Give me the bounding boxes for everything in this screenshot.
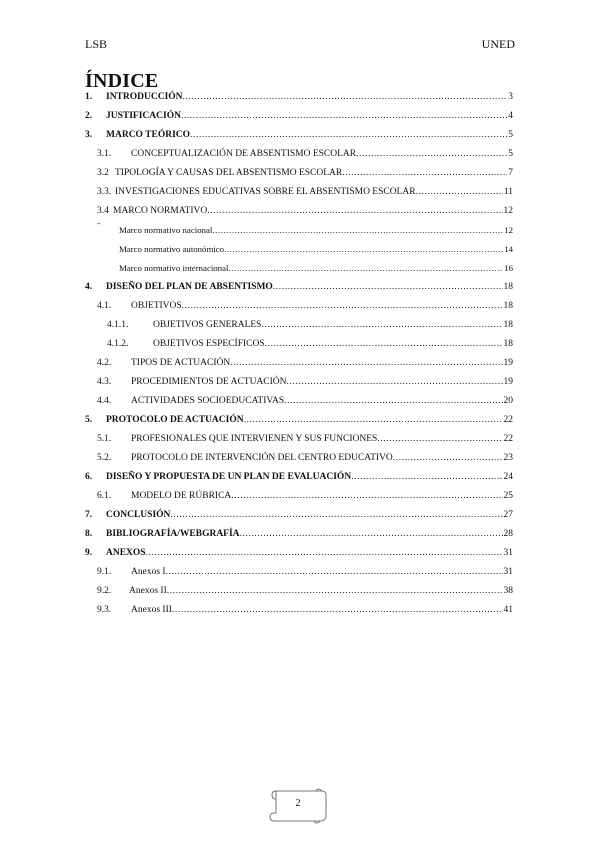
toc-leader-dots [167,586,503,596]
toc-entry[interactable] [85,472,513,486]
toc-leader-dots [273,282,503,292]
toc-entry-page: 31 [503,548,513,558]
toc-entry-label: MODELO DE RÚBRICA [131,491,232,501]
toc-entry-number: 9.3. [97,605,112,615]
toc-entry-label: PROTOCOLO DE ACTUACIÓN [106,415,244,425]
page-number-scroll [266,785,330,827]
toc-entry-label: MARCO TEÓRICO [106,130,191,140]
toc-entry-label: Anexos I [131,567,166,577]
toc-entry[interactable] [85,491,513,505]
toc-leader-dots [230,358,502,368]
toc-entry-label: DISEÑO Y PROPUESTA DE UN PLAN DE EVALUACIÓN [106,472,352,482]
toc-entry-number: 3.1. [97,149,112,159]
toc-entry-label: INVESTIGACIONES EDUCATIVAS SOBRE EL ABSENTISMO ESCOLAR [115,187,416,197]
toc-entry-label: DISEÑO DEL PLAN DE ABSENTISMO [106,282,273,292]
toc-entry-number: 9.1. [97,567,112,577]
toc-entry[interactable] [85,548,513,562]
toc-leader-dots [170,510,502,520]
toc-entry[interactable] [85,434,513,448]
toc-entry-page: 28 [503,529,513,539]
toc-entry-number: 3.2 [97,168,109,178]
toc-entry-number: 4.1.2. [107,339,129,349]
toc-leader-dots [416,187,503,197]
toc-entry[interactable] [85,415,513,429]
toc-entry-label: Anexos II [129,586,167,596]
toc-entry-label: OBJETIVOS [131,301,182,311]
toc-leader-dots [393,453,503,463]
toc-leader-dots [284,396,502,406]
toc-entry-page: 19 [503,377,513,387]
toc-entry-page: 18 [503,320,513,330]
toc-entry[interactable] [85,168,513,182]
page-number: 2 [295,798,301,809]
toc-entry-page: 11 [503,187,513,197]
toc-leader-dots [228,263,503,273]
toc-entry-number: 4.2. [97,358,112,368]
toc-entry[interactable] [85,206,513,220]
toc-entry[interactable] [85,605,513,619]
toc-entry-number: 4. [85,282,93,292]
toc-leader-dots [183,92,508,102]
toc-entry-page: 20 [503,396,513,406]
toc-entry-label: PROTOCOLO DE INTERVENCIÓN DEL CENTRO EDUCATIVO [131,453,393,463]
toc-entry[interactable] [85,130,513,144]
toc-leader-dots [377,434,502,444]
toc-entry-page: 5 [508,149,513,159]
toc-entry-label: Marco normativo autonómico [119,244,225,254]
toc-leader-dots [244,415,503,425]
toc-entry-label: Anexos III [131,605,172,615]
toc-leader-dots [261,320,502,330]
toc-entry-page: 5 [508,130,513,140]
toc-entry-page: 25 [503,491,513,501]
toc-entry-number: 4.3. [97,377,112,387]
toc-entry[interactable] [85,396,513,410]
toc-entry-label: ANEXOS [106,548,146,558]
toc-leader-dots [190,130,507,140]
toc-entry-number: 3.4 [97,206,109,216]
page-title: ÍNDICE [85,70,159,92]
toc-entry-page: 38 [503,586,513,596]
toc-entry[interactable] [85,377,513,391]
header-left: LSB [85,37,108,51]
toc-entry[interactable] [85,358,513,372]
toc-entry-number: 7. [85,510,93,520]
toc-entry-number: 3. [85,130,93,140]
toc-entry-page: 19 [503,358,513,368]
toc-entry-page: 22 [503,434,513,444]
toc-entry-number: 4.4. [97,396,112,406]
toc-entry-number: 6.1. [97,491,112,501]
toc-leader-dots [166,567,503,577]
toc-entry-page: 18 [503,301,513,311]
dash-marker: ˉ [97,222,101,233]
toc-entry[interactable] [85,453,513,467]
toc-entry[interactable] [85,187,513,201]
toc-leader-dots [342,168,507,178]
toc-entry-label: TIPOS DE ACTUACIÓN [131,358,231,368]
toc-leader-dots [240,529,503,539]
toc-entry-label: CONCLUSIÓN [106,510,171,520]
header-right: UNED [481,37,515,51]
toc-entry-page: 22 [503,415,513,425]
toc-entry-page: 7 [508,168,513,178]
toc-entry-page: 24 [503,472,513,482]
toc-entry[interactable] [85,510,513,524]
toc-entry-label: ACTIVIDADES SOCIOEDUCATIVAS [131,396,285,406]
toc-entry-page: 12 [504,225,513,235]
toc-entry-label: BIBLIOGRAFÍA/WEBGRAFÍA [106,529,240,539]
toc-entry-number: 3.3. [97,187,112,197]
toc-entry-label: MARCO NORMATIVO [113,206,208,216]
toc-entry-label: JUSTIFICACIÓN [106,111,181,121]
toc-entry-label: Marco normativo nacional [119,225,213,235]
toc-leader-dots [212,225,503,235]
toc-entry-number: 4.1. [97,301,112,311]
toc-entry-number: 9.2. [97,586,112,596]
toc-leader-dots [172,605,503,615]
toc-leader-dots [351,472,502,482]
toc-entry[interactable] [85,263,513,277]
toc-entry[interactable] [85,301,513,315]
toc-entry-page: 23 [503,453,513,463]
toc-entry-page: 41 [503,605,513,615]
toc-entry[interactable] [85,567,513,581]
toc-leader-dots [265,339,503,349]
toc-entry[interactable] [85,92,513,106]
toc-entry-page: 14 [504,244,513,254]
toc-leader-dots [356,149,507,159]
toc-entry-page: 27 [503,510,513,520]
toc-entry-label: CONCEPTUALIZACIÓN DE ABSENTISMO ESCOLAR [131,149,357,159]
toc-entry-page: 31 [503,567,513,577]
toc-entry-number: 1. [85,92,93,102]
toc-leader-dots [181,111,507,121]
toc-leader-dots [287,377,503,387]
toc-entry[interactable] [85,282,513,296]
toc-entry[interactable] [85,111,513,125]
toc-entry-number: 6. [85,472,93,482]
toc-entry-label: PROCEDIMIENTOS DE ACTUACIÓN [131,377,287,387]
toc-entry-number: 4.1.1. [107,320,129,330]
toc-leader-dots [224,244,503,254]
toc-leader-dots [182,301,503,311]
toc-leader-dots [231,491,502,501]
toc-entry-page: 16 [504,263,513,273]
toc-entry-page: 18 [503,339,513,349]
toc-entry[interactable] [85,149,513,163]
toc-entry-label: OBJETIVOS GENERALES [153,320,262,330]
toc-entry-number: 9. [85,548,93,558]
toc-entry-label: INTRODUCCIÓN [106,92,183,102]
toc-entry-label: OBJETIVOS ESPECÍFICOS [153,339,265,349]
toc-entry-number: 8. [85,529,93,539]
toc-entry-label: Marco normativo internacional [119,263,229,273]
toc-leader-dots [207,206,502,216]
toc-entry-page: 3 [508,92,513,102]
toc-entry-page: 18 [503,282,513,292]
toc-entry-number: 5. [85,415,93,425]
toc-entry[interactable] [85,586,513,600]
toc-entry-label: PROFESIONALES QUE INTERVIENEN Y SUS FUNCIONES [131,434,378,444]
toc-entry[interactable] [85,320,513,334]
toc-entry[interactable] [85,339,513,353]
toc-entry-page: 4 [508,111,513,121]
toc-entry[interactable] [85,529,513,543]
toc-entry[interactable] [85,244,513,258]
toc-entry-number: 5.2. [97,453,112,463]
toc-entry-page: 12 [503,206,513,216]
toc-entry-number: 2. [85,111,93,121]
toc-leader-dots [146,548,503,558]
toc-entry-number: 5.1. [97,434,112,444]
toc-entry[interactable] [85,225,513,239]
toc-entry-label: TIPOLOGÍA Y CAUSAS DEL ABSENTISMO ESCOLAR [115,168,343,178]
